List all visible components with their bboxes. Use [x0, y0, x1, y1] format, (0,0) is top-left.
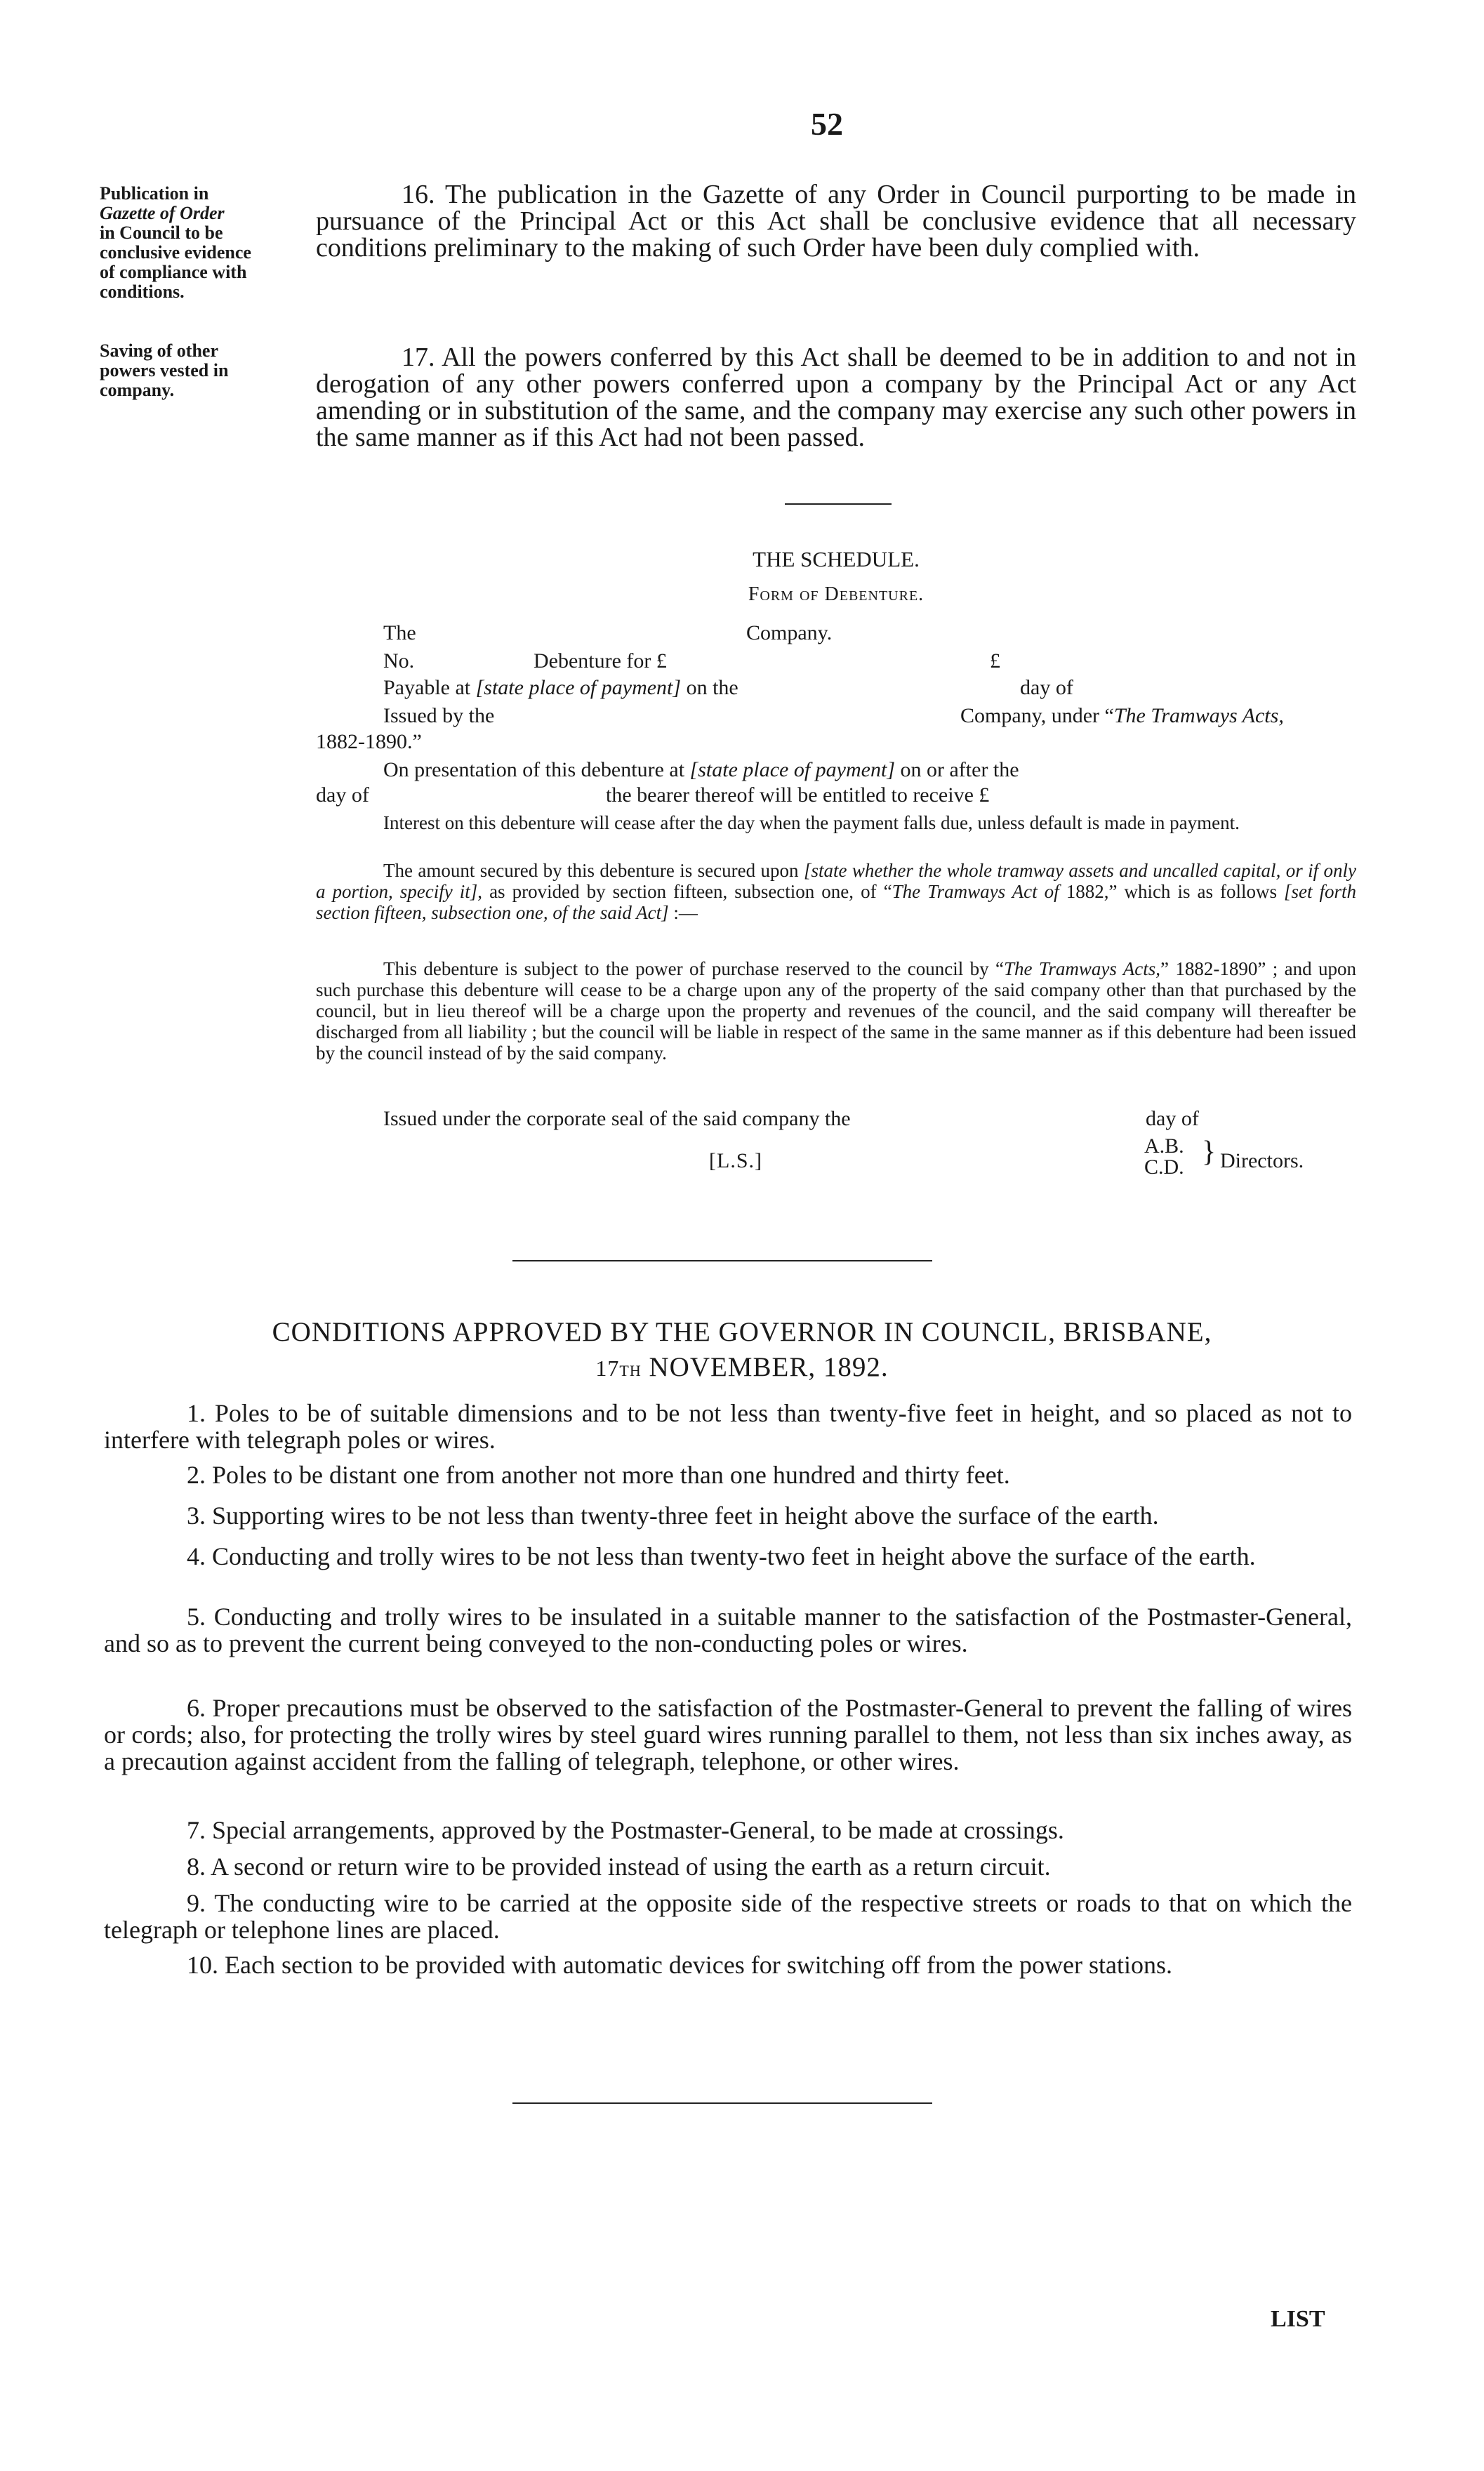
placeholder-run: [set forth section fifteen, subsection one, of the said Act]	[316, 881, 1357, 923]
directors-label: Directors.	[1220, 1149, 1304, 1172]
text-run: On presentation of this debenture at	[383, 758, 685, 781]
debenture-under-act	[960, 704, 1284, 727]
debenture-bearer: the bearer thereof will be entitled to receive £	[606, 783, 990, 807]
text-run: Payable at	[383, 676, 471, 699]
seal-mark: [L.S.]	[709, 1149, 762, 1172]
debenture-the: The	[383, 621, 416, 644]
section-16-text: 16. The publication in the Gazette of any Order in Council purporting to be made in pursuance of the Principal Act or this Act shall be conclusive evidence that all necessary conditions preliminary to the making of such Order have been duly complied with.	[316, 180, 1356, 263]
placeholder-run: [state whether the whole tramway assets and uncalled capital, or if only a portion, specify it]	[316, 860, 1357, 902]
text-run: This debenture is subject to the power of purchase reserved to the council by “	[383, 958, 1004, 979]
debenture-issued-by: Issued by the	[383, 704, 495, 727]
debenture-years: 1882-1890.”	[316, 730, 422, 753]
margin-note-line: company.	[100, 380, 175, 400]
date-day: 17th	[595, 1356, 642, 1381]
margin-note-publication	[100, 184, 310, 302]
text-run: :—	[668, 902, 698, 923]
condition-item-2: 2. Poles to be distant one from another not more than one hundred and thirty feet.	[187, 1461, 1010, 1489]
debenture-pound: £	[990, 649, 1000, 673]
text-run: on the	[686, 676, 738, 699]
act-title-run: The Tramways Acts,	[1113, 704, 1284, 727]
divider-short	[785, 503, 892, 505]
debenture-issued-day-of: day of	[1146, 1107, 1199, 1130]
act-title-run: The Tramways Acts,	[1004, 958, 1161, 979]
debenture-payable-line	[383, 676, 738, 699]
condition-item-8: 8. A second or return wire to be provided instead of using the earth as a return circuit.	[187, 1853, 1051, 1881]
act-title-run: The Tramways Act of	[892, 881, 1059, 902]
debenture-for: Debenture for £	[534, 649, 667, 673]
placeholder-run: [state place of payment]	[475, 676, 682, 699]
margin-note-line: Saving of other	[100, 340, 218, 361]
debenture-company: Company.	[746, 621, 833, 644]
margin-note-line: of compliance with	[100, 262, 247, 282]
condition-item-4: 4. Conducting and trolly wires to be not less than twenty-two feet in height above the surface of the earth.	[187, 1542, 1256, 1570]
condition-item-10: 10. Each section to be provided with automatic devices for switching off from the power stations.	[187, 1951, 1172, 1979]
text-run: The amount secured by this debenture is secured upon	[383, 860, 799, 881]
section-17-text: 17. All the powers conferred by this Act shall be deemed to be in addition to and not in derogation of any other powers conferred upon a company by the Principal Act or any Act amending or in substitution of the same, and the company may exercise any such other powers in the same manner as if this Act had not been passed.	[316, 343, 1356, 452]
placeholder-run: [state place of payment]	[689, 758, 895, 781]
margin-note-line: in Council to be	[100, 223, 223, 243]
text-run: ” 1882-1890” ; and upon such purchase this debenture will cease to be a charge upon any of the property of the said company other than that purchased by the council, but in lieu thereof will be a charge upon the property and revenues of the council, and the said company will thereafter be discharged from all liability ; but the council will be liable in respect of the same in the same manner as if this debenture had been issued by the council instead of by the said company.	[316, 958, 1357, 1064]
debenture-no: No.	[383, 649, 415, 673]
text-run: 1882,” which is as follows	[1066, 881, 1277, 902]
debenture-secured-para	[316, 860, 1356, 923]
signatory-ab: A.B.	[1144, 1134, 1184, 1158]
debenture-interest-para: Interest on this debenture will cease after the day when the payment falls due, unless default is made in payment.	[383, 812, 1240, 833]
divider-bottom	[512, 2102, 932, 2104]
debenture-day-of-2: day of	[316, 783, 369, 807]
condition-item-9: 9. The conducting wire to be carried at the opposite side of the respective streets or roads to that on which the telegraph or telephone lines are placed.	[104, 1889, 1352, 1944]
text-run: , as provided by section fifteen, subsection one, of “	[477, 881, 892, 902]
date-rest: NOVEMBER, 1892.	[649, 1352, 889, 1382]
debenture-day-of: day of	[1020, 676, 1073, 699]
debenture-purchase-para	[316, 958, 1356, 1064]
page-number: 52	[811, 106, 843, 142]
condition-item-7: 7. Special arrangements, approved by the Postmaster-General, to be made at crossings.	[187, 1816, 1064, 1844]
text-run: on or after the	[900, 758, 1019, 781]
margin-note-line: powers vested in	[100, 360, 229, 380]
divider-long	[512, 1260, 932, 1261]
signatories	[1144, 1136, 1184, 1178]
signatory-cd: C.D.	[1144, 1155, 1184, 1179]
margin-note-line: Publication in	[100, 183, 209, 204]
condition-item-5: 5. Conducting and trolly wires to be insulated in a suitable manner to the satisfaction of the Postmaster-General, and so as to prevent the current being conveyed to the non-conducting poles or wires.	[104, 1603, 1352, 1657]
debenture-issued-under-seal: Issued under the corporate seal of the said company the	[383, 1107, 851, 1130]
condition-item-3: 3. Supporting wires to be not less than twenty-three feet in height above the surface of the earth.	[187, 1502, 1159, 1530]
conditions-title: CONDITIONS APPROVED BY THE GOVERNOR IN COUNCIL, BRISBANE,	[272, 1317, 1212, 1347]
debenture-presentation-line	[383, 758, 1019, 781]
conditions-date	[140, 1349, 1344, 1386]
margin-note-line: conditions.	[100, 281, 185, 302]
catchword: LIST	[1271, 2306, 1325, 2332]
schedule-title: THE SCHEDULE.	[753, 547, 920, 571]
schedule-subtitle: Form of Debenture.	[748, 583, 925, 605]
margin-note-line: Gazette of Order	[100, 203, 225, 223]
brace-glyph: }	[1202, 1136, 1217, 1168]
margin-note-saving	[100, 341, 310, 400]
condition-item-1: 1. Poles to be of suitable dimensions and to be not less than twenty-five feet in height, and so placed as not to interfere with telegraph poles or wires.	[104, 1399, 1352, 1454]
margin-note-line: conclusive evidence	[100, 242, 251, 263]
condition-item-6: 6. Proper precautions must be observed to the satisfaction of the Postmaster-General to prevent the falling of wires or cords; also, for protecting the trolly wires by steel guard wires running parallel to them, not less than six inches away, as a precaution against accident from the falling of telegraph, telephone, or other wires.	[104, 1694, 1352, 1775]
text-run: Company, under “	[960, 704, 1114, 727]
